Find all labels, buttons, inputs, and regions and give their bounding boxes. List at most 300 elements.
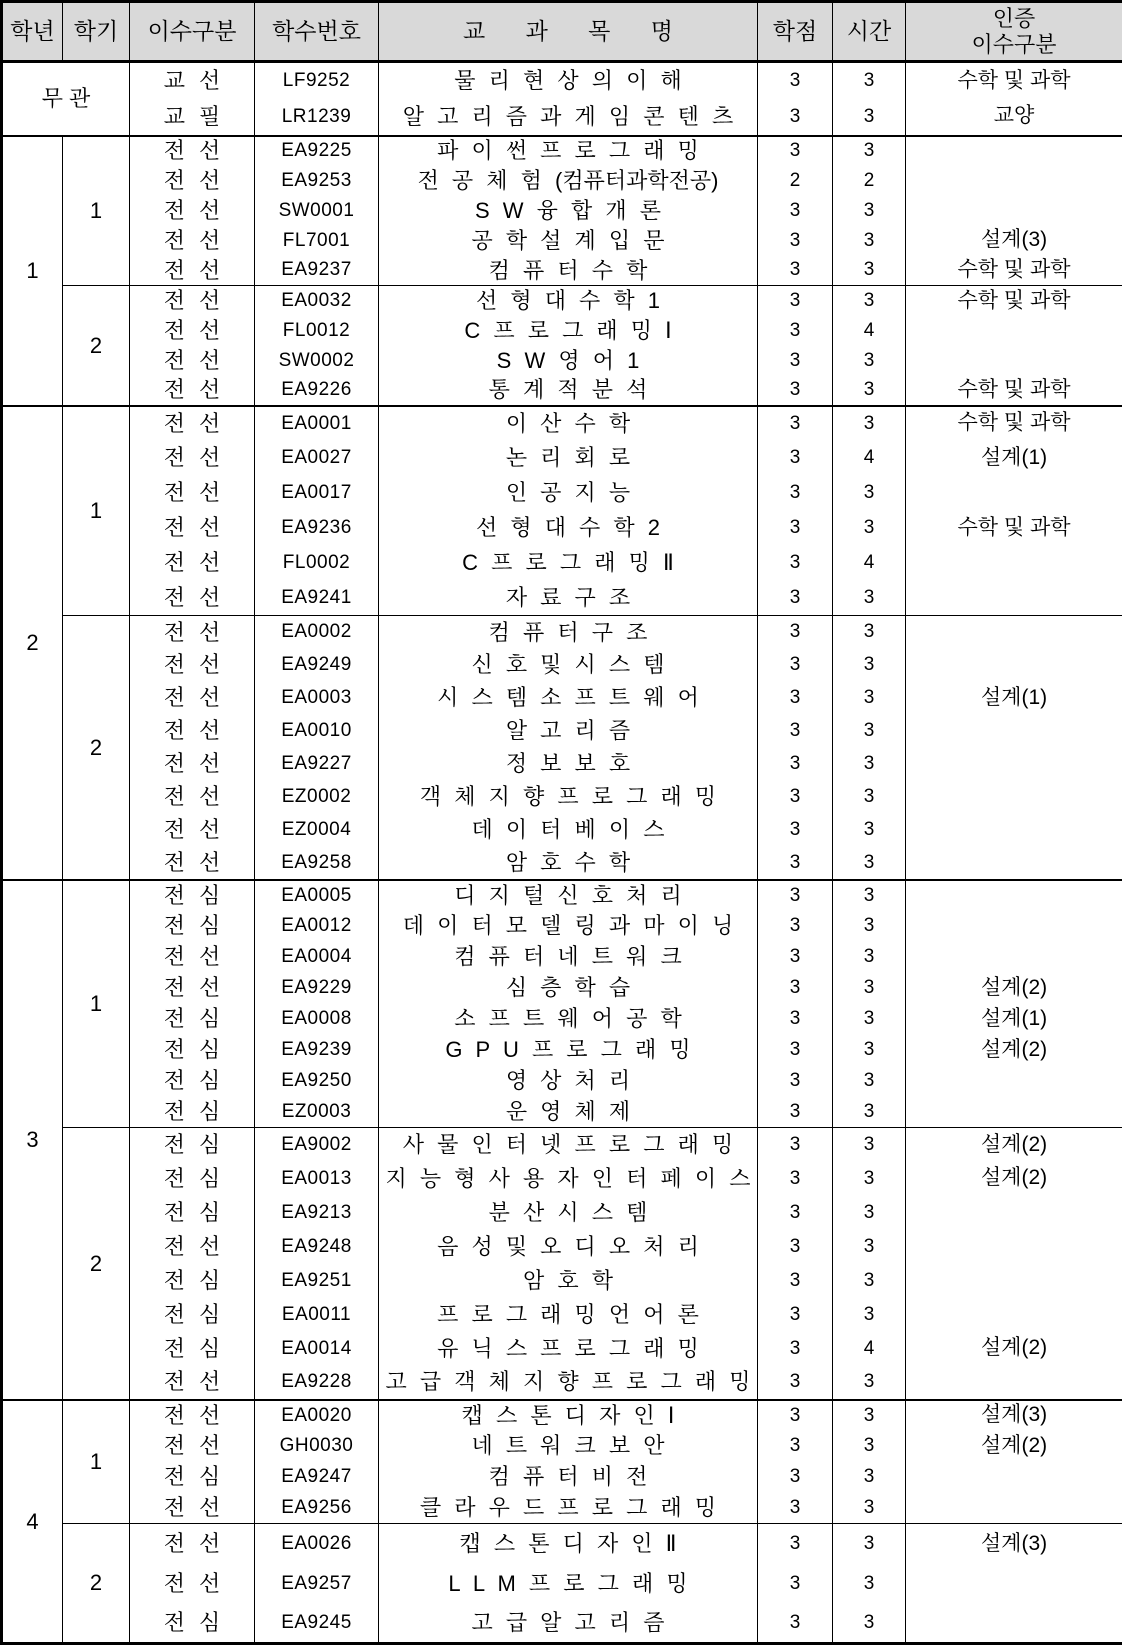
cert-cell: 수학 및 과학	[906, 62, 1122, 99]
category-cell: 전 심	[130, 911, 255, 942]
header-course-name: 교 과 목 명	[379, 2, 758, 62]
hours-cell: 3	[833, 880, 906, 911]
cert-cell	[906, 476, 1122, 511]
category-cell: 전 선	[130, 376, 255, 406]
category-cell: 전 선	[130, 1564, 255, 1604]
cert-cell: 설계(1)	[906, 682, 1122, 715]
course-name-cell: 객 체 지 향 프 로 그 래 밍	[379, 781, 758, 814]
category-cell: 전 심	[130, 1128, 255, 1162]
course-row	[2, 1524, 1122, 1564]
header-credits: 학점	[758, 2, 833, 62]
course-name-cell: 영 상 처 리	[379, 1066, 758, 1097]
course-row	[2, 1035, 1122, 1066]
cert-cell: 설계(3)	[906, 226, 1122, 256]
course-name-cell: 고 급 객 체 지 향 프 로 그 래 밍	[379, 1366, 758, 1400]
header-year: 학년	[2, 2, 63, 62]
category-cell: 전 선	[130, 1230, 255, 1264]
header-row	[2, 2, 1122, 62]
hours-cell: 3	[833, 1298, 906, 1332]
cert-cell	[906, 1493, 1122, 1524]
cert-cell: 설계(3)	[906, 1400, 1122, 1431]
header-code: 학수번호	[255, 2, 379, 62]
course-code-cell: EA9237	[255, 256, 379, 286]
course-code-cell: EA9002	[255, 1128, 379, 1162]
category-cell: 전 선	[130, 1366, 255, 1400]
credits-cell: 3	[758, 1097, 833, 1128]
course-code-cell: EA9236	[255, 511, 379, 546]
category-cell: 전 심	[130, 1066, 255, 1097]
credits-cell: 3	[758, 581, 833, 616]
course-code-cell: EA9239	[255, 1035, 379, 1066]
cert-cell	[906, 1264, 1122, 1298]
course-row	[2, 441, 1122, 476]
hours-cell: 3	[833, 715, 906, 748]
category-cell: 전 선	[130, 476, 255, 511]
hours-cell: 3	[833, 406, 906, 441]
course-row	[2, 1097, 1122, 1128]
course-row	[2, 226, 1122, 256]
credits-cell: 3	[758, 1066, 833, 1097]
course-row	[2, 1298, 1122, 1332]
year-cell: 무 관	[2, 62, 130, 136]
credits-cell: 3	[758, 1431, 833, 1462]
course-name-cell: 알 고 리 즘 과 게 임 콘 텐 츠	[379, 99, 758, 136]
hours-cell: 3	[833, 1128, 906, 1162]
credits-cell: 3	[758, 1493, 833, 1524]
category-cell: 전 선	[130, 546, 255, 581]
course-code-cell: EA9249	[255, 649, 379, 682]
course-row	[2, 166, 1122, 196]
hours-cell: 3	[833, 1230, 906, 1264]
header-cert-line1: 인증	[992, 6, 1036, 32]
category-cell: 전 선	[130, 942, 255, 973]
course-code-cell: EA9257	[255, 1564, 379, 1604]
course-name-cell: 컴 퓨 터 수 학	[379, 256, 758, 286]
credits-cell: 3	[758, 1230, 833, 1264]
credits-cell: 3	[758, 1196, 833, 1230]
category-cell: 전 선	[130, 316, 255, 346]
credits-cell: 3	[758, 441, 833, 476]
credits-cell: 3	[758, 715, 833, 748]
course-name-cell: 컴 퓨 터 비 전	[379, 1462, 758, 1493]
category-cell: 교 선	[130, 62, 255, 99]
course-row	[2, 880, 1122, 911]
course-row	[2, 511, 1122, 546]
hours-cell: 3	[833, 781, 906, 814]
course-name-cell: 전 공 체 험 (컴퓨터과학전공)	[379, 166, 758, 196]
cert-cell	[906, 1564, 1122, 1604]
course-code-cell: EA9228	[255, 1366, 379, 1400]
cert-cell	[906, 911, 1122, 942]
course-row	[2, 1162, 1122, 1196]
course-name-cell: 자 료 구 조	[379, 581, 758, 616]
hours-cell: 3	[833, 1462, 906, 1493]
course-code-cell: EA0032	[255, 286, 379, 316]
header-category: 이수구분	[130, 2, 255, 62]
cert-cell	[906, 1604, 1122, 1644]
course-name-cell: 파 이 썬 프 로 그 래 밍	[379, 136, 758, 166]
course-name-cell: 컴 퓨 터 구 조	[379, 616, 758, 649]
category-cell: 전 선	[130, 441, 255, 476]
credits-cell: 3	[758, 649, 833, 682]
category-cell: 전 선	[130, 748, 255, 781]
credits-cell: 3	[758, 406, 833, 441]
course-code-cell: LR1239	[255, 99, 379, 136]
course-code-cell: EA9225	[255, 136, 379, 166]
course-row	[2, 476, 1122, 511]
course-code-cell: EA9247	[255, 1462, 379, 1493]
cert-cell	[906, 316, 1122, 346]
course-name-cell: 심 층 학 습	[379, 973, 758, 1004]
header-cert	[906, 2, 1122, 62]
course-name-cell: C 프 로 그 래 밍 Ⅰ	[379, 316, 758, 346]
cert-cell	[906, 814, 1122, 847]
course-row	[2, 1332, 1122, 1366]
course-name-cell: 암 호 수 학	[379, 847, 758, 880]
course-name-cell: 운 영 체 제	[379, 1097, 758, 1128]
semester-cell: 1	[63, 136, 130, 286]
course-row	[2, 1128, 1122, 1162]
header-hours: 시간	[833, 2, 906, 62]
category-cell: 전 선	[130, 256, 255, 286]
course-code-cell: EA0010	[255, 715, 379, 748]
cert-cell: 설계(2)	[906, 1128, 1122, 1162]
hours-cell: 3	[833, 1196, 906, 1230]
semester-cell: 2	[63, 1128, 130, 1400]
year-cell: 4	[2, 1400, 63, 1644]
cert-cell	[906, 1462, 1122, 1493]
category-cell: 전 선	[130, 715, 255, 748]
category-cell: 전 심	[130, 1035, 255, 1066]
hours-cell: 3	[833, 581, 906, 616]
hours-cell: 3	[833, 911, 906, 942]
course-code-cell: EA9227	[255, 748, 379, 781]
semester-cell: 1	[63, 1400, 130, 1524]
credits-cell: 3	[758, 911, 833, 942]
category-cell: 전 선	[130, 346, 255, 376]
course-row	[2, 1431, 1122, 1462]
course-row	[2, 942, 1122, 973]
course-name-cell: 데 이 터 베 이 스	[379, 814, 758, 847]
credits-cell: 3	[758, 136, 833, 166]
course-code-cell: EA9226	[255, 376, 379, 406]
hours-cell: 3	[833, 196, 906, 226]
hours-cell: 4	[833, 1332, 906, 1366]
course-row	[2, 847, 1122, 880]
course-code-cell: SW0001	[255, 196, 379, 226]
course-name-cell: 클 라 우 드 프 로 그 래 밍	[379, 1493, 758, 1524]
credits-cell: 3	[758, 880, 833, 911]
course-code-cell: EA0012	[255, 911, 379, 942]
credits-cell: 3	[758, 847, 833, 880]
cert-cell: 설계(2)	[906, 1162, 1122, 1196]
course-row	[2, 682, 1122, 715]
course-code-cell: SW0002	[255, 346, 379, 376]
hours-cell: 3	[833, 1604, 906, 1644]
category-cell: 전 선	[130, 682, 255, 715]
course-name-cell: 정 보 보 호	[379, 748, 758, 781]
course-name-cell: 고 급 알 고 리 즘	[379, 1604, 758, 1644]
credits-cell: 3	[758, 682, 833, 715]
hours-cell: 2	[833, 166, 906, 196]
course-code-cell: EA9213	[255, 1196, 379, 1230]
course-row	[2, 616, 1122, 649]
cert-cell: 수학 및 과학	[906, 286, 1122, 316]
course-row	[2, 346, 1122, 376]
cert-cell: 수학 및 과학	[906, 406, 1122, 441]
category-cell: 전 심	[130, 880, 255, 911]
cert-cell	[906, 942, 1122, 973]
credits-cell: 3	[758, 814, 833, 847]
hours-cell: 3	[833, 1004, 906, 1035]
credits-cell: 3	[758, 1462, 833, 1493]
course-code-cell: FL0012	[255, 316, 379, 346]
credits-cell: 3	[758, 196, 833, 226]
hours-cell: 3	[833, 256, 906, 286]
hours-cell: 3	[833, 682, 906, 715]
course-row	[2, 1366, 1122, 1400]
cert-cell: 설계(2)	[906, 1035, 1122, 1066]
course-row	[2, 99, 1122, 136]
credits-cell: 3	[758, 1128, 833, 1162]
hours-cell: 3	[833, 476, 906, 511]
course-code-cell: LF9252	[255, 62, 379, 99]
course-row	[2, 1264, 1122, 1298]
semester-cell: 2	[63, 286, 130, 406]
course-code-cell: EA0001	[255, 406, 379, 441]
category-cell: 전 선	[130, 847, 255, 880]
course-row	[2, 1604, 1122, 1644]
course-code-cell: EA9245	[255, 1604, 379, 1644]
credits-cell: 3	[758, 616, 833, 649]
course-code-cell: EA9258	[255, 847, 379, 880]
credits-cell: 2	[758, 166, 833, 196]
hours-cell: 3	[833, 62, 906, 99]
hours-cell: 3	[833, 1366, 906, 1400]
cert-cell	[906, 1366, 1122, 1400]
hours-cell: 3	[833, 226, 906, 256]
course-name-cell: 이 산 수 학	[379, 406, 758, 441]
course-name-cell: 컴 퓨 터 네 트 워 크	[379, 942, 758, 973]
course-row	[2, 1230, 1122, 1264]
semester-cell: 2	[63, 616, 130, 880]
semester-cell: 2	[63, 1524, 130, 1644]
year-cell: 1	[2, 136, 63, 406]
credits-cell: 3	[758, 1332, 833, 1366]
course-name-cell: 인 공 지 능	[379, 476, 758, 511]
hours-cell: 4	[833, 546, 906, 581]
category-cell: 전 선	[130, 649, 255, 682]
course-row	[2, 196, 1122, 226]
course-row	[2, 256, 1122, 286]
table-header	[2, 2, 1122, 62]
course-name-cell: 분 산 시 스 템	[379, 1196, 758, 1230]
hours-cell: 3	[833, 1162, 906, 1196]
course-code-cell: EA9251	[255, 1264, 379, 1298]
course-row	[2, 1066, 1122, 1097]
cert-cell	[906, 1097, 1122, 1128]
credits-cell: 3	[758, 1162, 833, 1196]
credits-cell: 3	[758, 376, 833, 406]
cert-cell: 설계(2)	[906, 1431, 1122, 1462]
category-cell: 전 선	[130, 196, 255, 226]
cert-cell: 설계(1)	[906, 441, 1122, 476]
cert-cell: 설계(3)	[906, 1524, 1122, 1564]
course-name-cell: 시 스 템 소 프 트 웨 어	[379, 682, 758, 715]
category-cell: 전 심	[130, 1298, 255, 1332]
category-cell: 전 선	[130, 973, 255, 1004]
hours-cell: 3	[833, 847, 906, 880]
course-row	[2, 316, 1122, 346]
course-row	[2, 973, 1122, 1004]
hours-cell: 3	[833, 346, 906, 376]
credits-cell: 3	[758, 1564, 833, 1604]
course-code-cell: EA9241	[255, 581, 379, 616]
category-cell: 전 선	[130, 1493, 255, 1524]
cert-cell: 수학 및 과학	[906, 511, 1122, 546]
category-cell: 전 선	[130, 781, 255, 814]
cert-cell	[906, 136, 1122, 166]
course-name-cell: S W 융 합 개 론	[379, 196, 758, 226]
hours-cell: 4	[833, 441, 906, 476]
credits-cell: 3	[758, 1524, 833, 1564]
course-row	[2, 406, 1122, 441]
course-name-cell: 디 지 털 신 호 처 리	[379, 880, 758, 911]
credits-cell: 3	[758, 1400, 833, 1431]
course-name-cell: 신 호 및 시 스 템	[379, 649, 758, 682]
course-name-cell: 데 이 터 모 델 링 과 마 이 닝	[379, 911, 758, 942]
credits-cell: 3	[758, 286, 833, 316]
year-cell: 2	[2, 406, 63, 880]
course-row	[2, 62, 1122, 99]
course-name-cell: 음 성 및 오 디 오 처 리	[379, 1230, 758, 1264]
curriculum-rows	[2, 62, 1122, 1644]
cert-cell	[906, 748, 1122, 781]
credits-cell: 3	[758, 256, 833, 286]
category-cell: 전 심	[130, 1097, 255, 1128]
credits-cell: 3	[758, 973, 833, 1004]
course-code-cell: EZ0002	[255, 781, 379, 814]
cert-cell: 설계(2)	[906, 973, 1122, 1004]
course-name-cell: G P U 프 로 그 래 밍	[379, 1035, 758, 1066]
cert-cell	[906, 346, 1122, 376]
credits-cell: 3	[758, 476, 833, 511]
category-cell: 전 심	[130, 1462, 255, 1493]
credits-cell: 3	[758, 781, 833, 814]
cert-cell	[906, 781, 1122, 814]
credits-cell: 3	[758, 748, 833, 781]
cert-cell	[906, 581, 1122, 616]
course-name-cell: 지 능 형 사 용 자 인 터 페 이 스	[379, 1162, 758, 1196]
course-name-cell: 암 호 학	[379, 1264, 758, 1298]
credits-cell: 3	[758, 346, 833, 376]
credits-cell: 3	[758, 1298, 833, 1332]
hours-cell: 3	[833, 376, 906, 406]
cert-cell	[906, 715, 1122, 748]
category-cell: 전 선	[130, 814, 255, 847]
course-name-cell: 소 프 트 웨 어 공 학	[379, 1004, 758, 1035]
course-row	[2, 136, 1122, 166]
course-row	[2, 748, 1122, 781]
course-name-cell: 캡 스 톤 디 자 인 Ⅱ	[379, 1524, 758, 1564]
course-code-cell: EA0014	[255, 1332, 379, 1366]
course-code-cell: EA0008	[255, 1004, 379, 1035]
credits-cell: 3	[758, 1004, 833, 1035]
course-row	[2, 1400, 1122, 1431]
hours-cell: 3	[833, 1264, 906, 1298]
category-cell: 전 선	[130, 511, 255, 546]
course-code-cell: EA0005	[255, 880, 379, 911]
credits-cell: 3	[758, 1604, 833, 1644]
cert-cell	[906, 166, 1122, 196]
course-code-cell: EA9256	[255, 1493, 379, 1524]
course-code-cell: EZ0004	[255, 814, 379, 847]
course-name-cell: 사 물 인 터 넷 프 로 그 래 밍	[379, 1128, 758, 1162]
course-name-cell: S W 영 어 1	[379, 346, 758, 376]
course-code-cell: EA9248	[255, 1230, 379, 1264]
category-cell: 전 선	[130, 1524, 255, 1564]
hours-cell: 3	[833, 616, 906, 649]
credits-cell: 3	[758, 1366, 833, 1400]
course-code-cell: FL7001	[255, 226, 379, 256]
hours-cell: 3	[833, 1066, 906, 1097]
course-code-cell: EA0020	[255, 1400, 379, 1431]
course-name-cell: 물 리 현 상 의 이 해	[379, 62, 758, 99]
cert-cell	[906, 1066, 1122, 1097]
category-cell: 전 심	[130, 1162, 255, 1196]
credits-cell: 3	[758, 942, 833, 973]
course-code-cell: EA0013	[255, 1162, 379, 1196]
course-row	[2, 649, 1122, 682]
course-name-cell: 유 닉 스 프 로 그 래 밍	[379, 1332, 758, 1366]
course-row	[2, 286, 1122, 316]
cert-cell	[906, 546, 1122, 581]
cert-cell: 설계(1)	[906, 1004, 1122, 1035]
course-row	[2, 911, 1122, 942]
course-row	[2, 581, 1122, 616]
category-cell: 교 필	[130, 99, 255, 136]
course-code-cell: EZ0003	[255, 1097, 379, 1128]
cert-cell: 설계(2)	[906, 1332, 1122, 1366]
cert-cell	[906, 616, 1122, 649]
course-row	[2, 781, 1122, 814]
hours-cell: 3	[833, 1400, 906, 1431]
hours-cell: 3	[833, 814, 906, 847]
category-cell: 전 선	[130, 616, 255, 649]
course-name-cell: L L M 프 로 그 래 밍	[379, 1564, 758, 1604]
hours-cell: 3	[833, 942, 906, 973]
course-name-cell: 공 학 설 계 입 문	[379, 226, 758, 256]
credits-cell: 3	[758, 546, 833, 581]
credits-cell: 3	[758, 511, 833, 546]
credits-cell: 3	[758, 1035, 833, 1066]
cert-cell: 수학 및 과학	[906, 256, 1122, 286]
hours-cell: 3	[833, 1493, 906, 1524]
hours-cell: 3	[833, 973, 906, 1004]
category-cell: 전 심	[130, 1196, 255, 1230]
semester-cell: 1	[63, 880, 130, 1128]
cert-cell	[906, 196, 1122, 226]
course-row	[2, 1564, 1122, 1604]
course-name-cell: 캡 스 톤 디 자 인 Ⅰ	[379, 1400, 758, 1431]
course-name-cell: 알 고 리 즘	[379, 715, 758, 748]
course-name-cell: 논 리 회 로	[379, 441, 758, 476]
hours-cell: 3	[833, 1431, 906, 1462]
hours-cell: 3	[833, 748, 906, 781]
header-cert-line2: 이수구분	[971, 31, 1057, 57]
course-code-cell: EA0002	[255, 616, 379, 649]
credits-cell: 3	[758, 62, 833, 99]
